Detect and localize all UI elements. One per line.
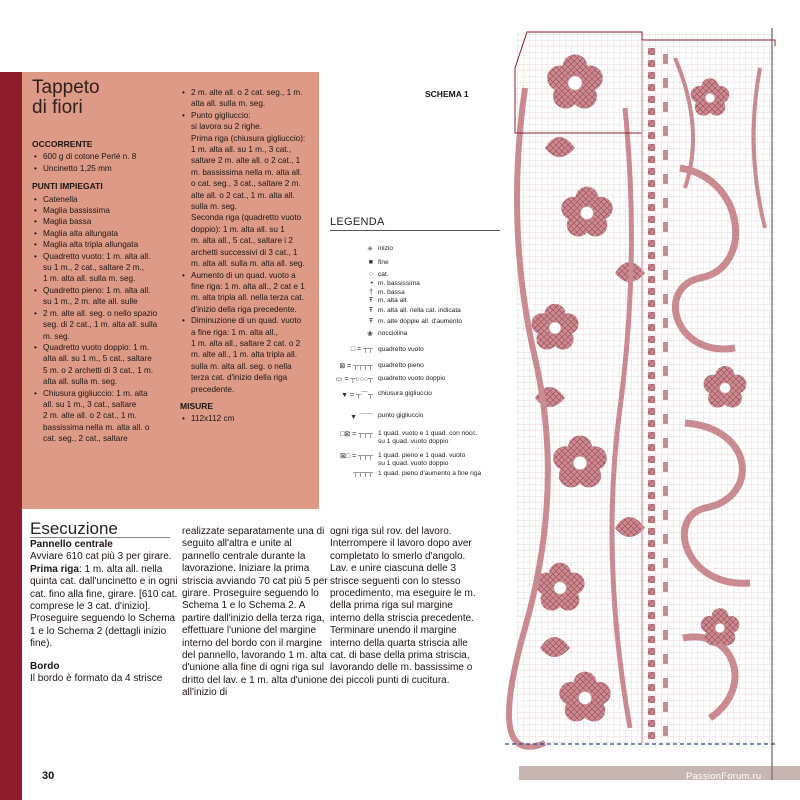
border-square	[648, 588, 655, 595]
border-square	[648, 480, 655, 487]
punto-item: saltare 2 m. alte all. o 2 cat., 1	[191, 156, 301, 166]
esecuzione-column-3	[330, 526, 480, 687]
border-bar	[663, 630, 668, 640]
border-bar	[663, 510, 668, 520]
legend-symbol-icon: ⊠□ = ┬┬┬	[340, 453, 373, 460]
border-square	[648, 432, 655, 439]
legend-symbol-icon: ┬┬┬┬	[353, 470, 373, 477]
punti-list	[32, 194, 170, 445]
page-title: Tappeto di fiori	[32, 77, 100, 118]
border-square	[648, 108, 655, 115]
legend-symbol-icon: ■	[368, 259, 373, 266]
border-square	[648, 708, 655, 715]
red-side-tab	[0, 72, 22, 800]
border-square	[648, 120, 655, 127]
punto-item: • Quadretto pieno: 1 m. alta all.	[32, 285, 170, 296]
punto-item: Prima riga (chiusura gigliuccio):	[191, 133, 306, 143]
punto-item: m. alta all. sulla m. alta all. seg.	[191, 259, 305, 269]
border-square	[648, 600, 655, 607]
border-bar	[663, 414, 668, 424]
pannello-heading: Pannello centrale	[30, 539, 113, 550]
flower-center	[578, 691, 591, 704]
punto-item: terza cat. d'inizio della riga	[191, 373, 288, 383]
border-square	[648, 228, 655, 235]
legend-item: m. bassissima	[378, 280, 420, 287]
border-square	[648, 360, 655, 367]
esecuzione-divider	[30, 537, 170, 538]
legend-symbol-icon: Ŧ	[368, 318, 373, 325]
stitch-list-continued	[180, 87, 315, 395]
esecuzione-col2-text: realizzate separatamente una di seguito all'altra e unite al pannello centrale durante la lavorazione. Iniziare la prima striscia avviando 70 cat più 5 per girare. Proseguire seguendo lo Schema 1 e lo Schema 2. A partire dall'inizio della terza riga, effettuare l'unione del margine interno del bordo con il margine del pannello, lavorando 1 m. alta d'unione alla fine di ogni riga sul dritto del lav. e 1 m. alta d'unione all'inizio di	[182, 526, 328, 699]
border-bar	[663, 366, 668, 376]
border-square	[648, 420, 655, 427]
flower-center	[715, 623, 725, 633]
occorrente-list	[32, 151, 170, 174]
border-bar	[663, 486, 668, 496]
legend-item: m. alta all. nella cat. indicata	[378, 307, 461, 314]
border-square	[648, 300, 655, 307]
border-bar	[663, 534, 668, 544]
legend-item: inizio	[378, 245, 394, 252]
punto-item: • Quadretto vuoto: 1 m. alta all.	[32, 251, 170, 262]
border-square	[648, 132, 655, 139]
punto-item: alte all. o 2 cat., 1 m. alta all.	[191, 190, 295, 200]
legend-divider	[330, 230, 500, 231]
border-bar	[663, 222, 668, 232]
punto-item: 1 m. alta all. sulla m. seg.	[43, 274, 136, 284]
border-square	[648, 84, 655, 91]
border-square	[648, 672, 655, 679]
legend-symbol-icon: †	[369, 289, 373, 296]
legend-item: nocciolina	[378, 330, 408, 337]
materials-column-2	[180, 87, 315, 425]
punto-item: • Maglia alta allungata	[32, 228, 170, 239]
legend-symbol-icon: Ŧ	[368, 307, 373, 314]
flower-center	[568, 76, 583, 91]
legend-item: punto gigliuccio	[378, 412, 424, 419]
schema-label: SCHEMA 1	[425, 89, 469, 99]
punto-item: • 2 m. alte all. seg. o nello spazio	[32, 308, 170, 319]
border-square	[648, 192, 655, 199]
border-square	[648, 204, 655, 211]
punto-item: m. alte all., 1 m. alta tripla all.	[191, 350, 298, 360]
punto-item: archetti successivi di 3 cat., 1	[191, 247, 298, 257]
border-square	[648, 576, 655, 583]
legend-item: 1 quad. vuoto e 1 quad. con nocc. su 1 quad. vuoto doppio	[378, 430, 478, 445]
materials-column-1	[32, 139, 170, 445]
border-square	[648, 732, 655, 739]
esecuzione-title: Esecuzione	[30, 519, 118, 538]
border-bar	[663, 678, 668, 688]
punto-item: si lavora su 2 righe.	[191, 122, 262, 132]
punto-item: m. bassissima nella m. alta all.	[191, 167, 303, 177]
misure-heading: MISURE	[180, 400, 214, 411]
punto-item: seg. di 2 cat., 1 m. alta all. sulla	[43, 320, 158, 330]
border-square	[648, 276, 655, 283]
border-square	[648, 648, 655, 655]
punto-item: m. seg.	[43, 331, 70, 341]
crochet-chart	[505, 28, 800, 780]
legend-symbol-icon: ▭ = ┬○○○┬	[335, 376, 373, 383]
border-square	[648, 684, 655, 691]
border-square	[648, 312, 655, 319]
esecuzione-p2: : 1 m. alta all. nella quinta cat. dall'uncinetto e in ogni cat. fino alla fine, girare. [610 cat. comprese le 3 cat. d'inizio].	[30, 563, 178, 613]
prima-riga-label: Prima riga	[30, 563, 79, 575]
border-bar	[663, 342, 668, 352]
border-square	[648, 144, 655, 151]
legend-symbol-icon: ❀	[367, 331, 373, 338]
border-bar	[663, 174, 668, 184]
border-square	[648, 240, 655, 247]
punto-item: • Quadretto vuoto doppio: 1 m.	[32, 342, 170, 353]
border-bar	[663, 78, 668, 88]
punto-item: • Chiusura gigliuccio: 1 m. alta	[32, 388, 170, 399]
border-square	[648, 624, 655, 631]
border-square	[648, 516, 655, 523]
border-square	[648, 504, 655, 511]
punto-item: m. alta tripla all. nella terza cat.	[191, 293, 304, 303]
esecuzione-column-2	[182, 526, 330, 700]
border-bar	[663, 702, 668, 712]
border-square	[648, 564, 655, 571]
flower-center	[705, 93, 715, 103]
punto-item: • Diminuzione di un quad. vuoto	[180, 315, 315, 326]
border-square	[648, 384, 655, 391]
esecuzione-p1: Avviare 610 cat più 3 per girare.	[30, 551, 172, 563]
border-bar	[663, 102, 668, 112]
border-square	[648, 252, 655, 259]
border-square	[648, 264, 655, 271]
border-square	[648, 288, 655, 295]
border-bar	[663, 438, 668, 448]
punto-item: • Punto gigliuccio:	[180, 110, 315, 121]
punto-item: d'inizio della riga precedente.	[191, 304, 297, 314]
legend-item: quadretto vuoto	[378, 346, 424, 353]
border-square	[648, 324, 655, 331]
punto-item: su 1 m., 2 m. alte all. sulle	[43, 297, 138, 307]
border-square	[648, 156, 655, 163]
legend-symbol-icon: ⊠ = ┬┬┬┬	[339, 363, 373, 370]
punto-item: • 2 m. alte all. o 2 cat. seg., 1 m.	[180, 87, 315, 98]
border-square	[648, 636, 655, 643]
punto-item: 1 m. alta all. su 1 m., 3 cat.,	[191, 145, 292, 155]
esecuzione-p4: Il bordo è formato da 4 strisce	[30, 673, 163, 685]
border-square	[648, 216, 655, 223]
legend-symbol-icon: □⊠ = ┬┬┬	[340, 431, 373, 438]
legend-item: 1 quad. pieno e 1 quad. vuoto su 1 quad. vuoto doppio	[378, 452, 466, 467]
punto-item: • Maglia alta tripla allungata	[32, 239, 170, 250]
border-square	[648, 396, 655, 403]
border-bar	[663, 462, 668, 472]
legend-symbol-icon: ▼ = ┬⌒┬	[341, 392, 373, 399]
legend-symbol-icon: ○	[368, 271, 373, 278]
legend-symbol-icon: □ = ┬┬	[350, 346, 373, 353]
border-square	[648, 552, 655, 559]
punto-item: • Maglia bassa	[32, 216, 170, 227]
punto-item: • Maglia bassissima	[32, 205, 170, 216]
border-square	[648, 180, 655, 187]
punto-item: 5 m. o 2 archetti di 3 cat., 1 m.	[43, 365, 154, 375]
legend-title: LEGENDA	[330, 216, 385, 228]
legend-item: m. alte doppie all. d'aumento	[378, 318, 463, 325]
legend-item: fine	[378, 259, 389, 266]
punto-item: sulla m. seg.	[191, 202, 237, 212]
border-square	[648, 468, 655, 475]
occorrente-item: • Uncinetto 1,25 mm	[32, 163, 170, 174]
legend-symbol-icon: Ŧ	[368, 297, 373, 304]
border-square	[648, 372, 655, 379]
border-square	[648, 444, 655, 451]
punto-item: 1 m. alta all., saltare 2 cat. o 2	[191, 338, 301, 348]
border-bar	[663, 582, 668, 592]
punto-item: alta all. sulla m. seg.	[191, 99, 266, 109]
watermark: PassionForum.ru	[686, 771, 762, 782]
border-bar	[663, 654, 668, 664]
border-bar	[663, 270, 668, 280]
page-number: 30	[42, 770, 55, 782]
border-bar	[663, 198, 668, 208]
occorrente-item: • 600 g di cotone Perlé n. 8	[32, 151, 170, 162]
border-square	[648, 408, 655, 415]
punto-item: su 1 m., 2 cat., saltare 2 m.,	[43, 263, 145, 273]
punto-item: cat. seg., 2 cat., saltare	[43, 434, 128, 444]
punto-item: alta all. sulla m. seg.	[43, 377, 118, 387]
border-square	[648, 72, 655, 79]
border-bar	[663, 126, 668, 136]
border-square	[648, 336, 655, 343]
punto-item: • Aumento di un quad. vuoto a	[180, 270, 315, 281]
punto-item: o cat. seg., 3 cat., saltare 2 m.	[191, 179, 301, 189]
border-square	[648, 168, 655, 175]
border-square	[648, 48, 655, 55]
flower-center	[580, 206, 593, 219]
border-bar	[663, 246, 668, 256]
punto-item: fine riga: 1 m. alta all., 2 cat e 1	[191, 281, 305, 291]
bordo-heading: Bordo	[30, 660, 60, 672]
border-square	[648, 348, 655, 355]
border-square	[648, 720, 655, 727]
esecuzione-p3: Proseguire seguendo lo Schema 1 e lo Schema 2 (dettagli inizio fine).	[30, 613, 176, 650]
border-bar	[663, 390, 668, 400]
punti-heading: PUNTI IMPIEGATI	[32, 181, 103, 192]
border-bar	[663, 150, 668, 160]
border-square	[648, 612, 655, 619]
border-square	[648, 60, 655, 67]
legend-item: 1 quad. pieno d'aumento a fine riga	[378, 470, 482, 477]
legend-item: m. alta all.	[378, 297, 409, 304]
border-bar	[663, 54, 668, 64]
occorrente-heading: OCCORRENTE	[32, 139, 93, 149]
punto-item: • Catenella	[32, 194, 170, 205]
legend-symbol-icon: ✳	[367, 246, 373, 253]
border-square	[648, 528, 655, 535]
flower-center	[573, 456, 587, 470]
legend-item: quadretto pieno	[378, 362, 424, 369]
esecuzione-col3-text: ogni riga sul rov. del lavoro. Interrompere il lavoro dopo aver completato lo smerlo d'angolo. Lav. e unire ciascuna delle 3 strisce seguenti con lo stesso procedimento, ma eseguire le m. della prima riga sul margine interno della striscia precedente. Terminare unendo il margine interno della quarta striscia alle cat. di base della prima striscia, lavorando delle m. bassissime o dei piccoli punti di cucitura.	[330, 526, 476, 686]
border-bar	[663, 558, 668, 568]
punto-item: alta all. su 1 m., 5 cat., saltare	[43, 354, 152, 364]
legend-symbol-icon: ▼ ⌒⌒	[350, 414, 373, 421]
punto-item: a fine riga: 1 m. alta all.,	[191, 327, 278, 337]
legend-item: m. bassa	[378, 289, 405, 296]
flower-center	[554, 582, 567, 595]
border-square	[648, 96, 655, 103]
border-bar	[663, 726, 668, 736]
flower-center	[549, 322, 561, 334]
misure-value: • 112x112 cm	[180, 413, 315, 424]
legend-item: chiusura gigliuccio	[378, 390, 432, 397]
punto-item: all. su 1 m., 3 cat., saltare	[43, 399, 137, 409]
border-square	[648, 696, 655, 703]
border-square	[648, 540, 655, 547]
border-bar	[663, 294, 668, 304]
border-square	[648, 660, 655, 667]
border-bar	[663, 606, 668, 616]
legend-item: quadretto vuoto doppio	[378, 375, 446, 382]
border-square	[648, 456, 655, 463]
punto-item: m. alta all., 5 cat., saltare i 2	[191, 236, 293, 246]
legend-symbol-icon: •	[370, 280, 373, 287]
border-bar	[663, 318, 668, 328]
punto-item: sulla m. alta all. seg. o nella	[191, 361, 292, 371]
punto-item: 2 m. alte all. o 2 cat., 1 m.	[43, 411, 137, 421]
esecuzione-column-1	[30, 539, 178, 685]
punto-item: bassissima nella m. alta all. o	[43, 422, 150, 432]
border-square	[648, 492, 655, 499]
punto-item: Seconda riga (quadretto vuoto	[191, 213, 302, 223]
flower-center	[719, 382, 730, 393]
punto-item: doppio): 1 m. alta all. su 1	[191, 224, 285, 234]
punto-item: precedente.	[191, 384, 235, 394]
legend-item: cat.	[378, 271, 389, 278]
